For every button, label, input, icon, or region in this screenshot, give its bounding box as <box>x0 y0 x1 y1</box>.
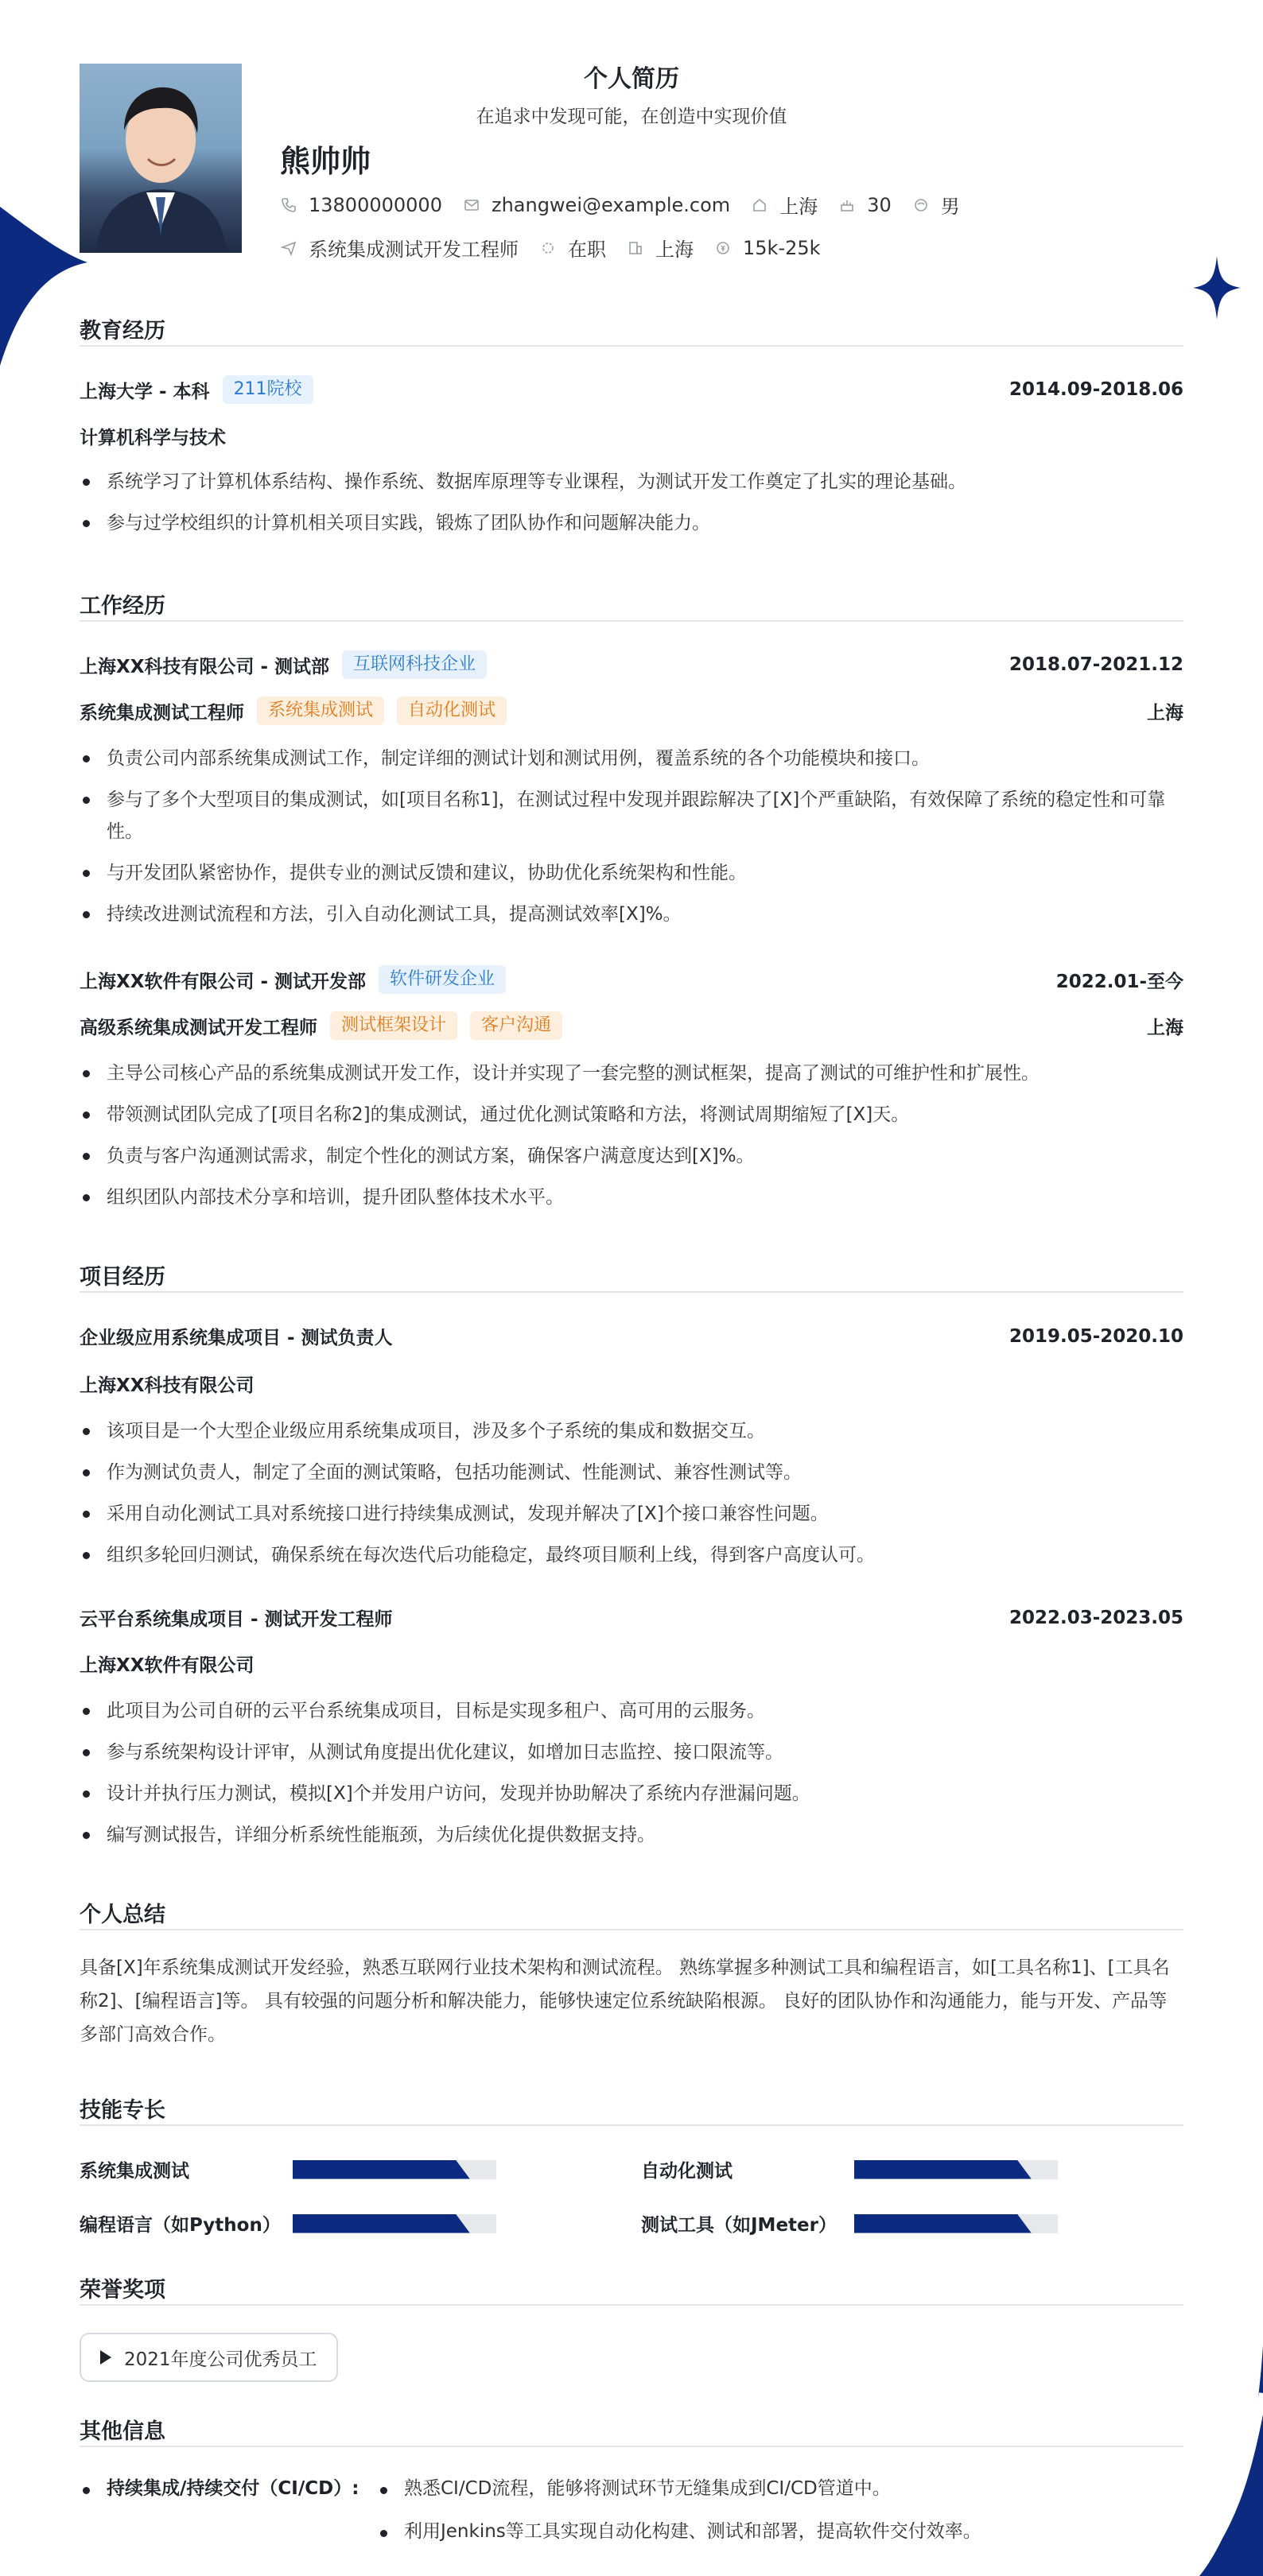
section-divider <box>80 2446 1183 2447</box>
skill-name: 编程语言（如Python） <box>80 2215 281 2236</box>
major: 计算机科学与技术 <box>80 428 226 448</box>
email-address: zhangwei@example.com <box>491 193 731 216</box>
project-name: 企业级应用系统集成项目 - 测试负责人 <box>80 1328 393 1348</box>
home-icon <box>751 196 768 214</box>
list-item: 此项目为公司自研的云平台系统集成项目，目标是实现多租户、高可用的云服务。 <box>80 1695 1183 1727</box>
gender-icon <box>912 196 930 214</box>
list-item: 作为测试负责人，制定了全面的测试策略，包括功能测试、性能测试、兼容性测试等。 <box>80 1457 1183 1488</box>
company-tag: 软件研发企业 <box>379 965 506 994</box>
document-subtitle: 在追求中发现可能，在创造中实现价值 <box>476 107 787 127</box>
project-company-row <box>80 1651 1183 1677</box>
work-date: 2022.01-至今 <box>1055 971 1183 992</box>
document-title: 个人简历 <box>584 65 679 93</box>
bullet-dot <box>380 2530 387 2537</box>
expected-salary: 15k-25k <box>743 236 821 259</box>
project-header <box>80 1604 1183 1631</box>
list-item: 组织多轮回归测试，确保系统在每次迭代后功能稳定，最终项目顺利上线，得到客户高度认可。 <box>80 1539 1183 1571</box>
bullet-dot <box>83 2487 90 2494</box>
play-icon <box>100 2350 111 2365</box>
project-header <box>80 1323 1183 1349</box>
list-item: 参与系统架构设计评审，从测试角度提出优化建议，如增加日志监控、接口限流等。 <box>80 1736 1183 1768</box>
list-item: 带领测试团队完成了[项目名称2]的集成测试，通过优化测试策略和方法，将测试周期缩短了[X]天。 <box>80 1099 1183 1131</box>
phone-number: 13800000000 <box>309 193 442 216</box>
skill-tag: 客户沟通 <box>470 1011 562 1040</box>
education-header <box>80 375 1183 404</box>
sparkle-icon <box>1193 256 1241 320</box>
section-divider <box>80 2124 1183 2126</box>
status-icon <box>539 239 557 257</box>
section-divider <box>80 345 1183 347</box>
other-value: 熟悉CI/CD流程，能够将测试环节无缝集成到CI/CD管道中。 <box>404 2478 891 2499</box>
company-tag: 互联网科技企业 <box>342 650 487 679</box>
project-bullets <box>80 1695 1183 1860</box>
list-item: 该项目是一个大型企业级应用系统集成项目，涉及多个子系统的集成和数据交互。 <box>80 1415 1183 1447</box>
money-icon <box>714 239 732 257</box>
skill-bar <box>854 2214 1058 2233</box>
skill-item <box>80 2156 496 2182</box>
section-divider <box>80 2304 1183 2306</box>
list-item: 负责公司内部系统集成测试工作，制定详细的测试计划和测试用例，覆盖系统的各个功能模块和接口。 <box>80 743 1183 774</box>
school-name: 上海大学 - 本科 <box>80 381 210 402</box>
candidate-name: 熊帅帅 <box>280 144 371 179</box>
section-divider <box>80 620 1183 622</box>
list-item: 主导公司核心产品的系统集成测试开发工作，设计并实现了一套完整的测试框架，提高了测试的可维护性和扩展性。 <box>80 1057 1183 1089</box>
email-icon <box>463 196 480 214</box>
education-date: 2014.09-2018.06 <box>1008 379 1183 400</box>
section-title-education: 教育经历 <box>80 319 165 343</box>
list-item: 负责与客户沟通测试需求，制定个性化的测试方案，确保客户满意度达到[X]%。 <box>80 1140 1183 1172</box>
phone-icon <box>280 196 297 214</box>
company-name: 上海XX软件有限公司 - 测试开发部 <box>80 971 367 992</box>
job-title: 高级系统集成测试开发工程师 <box>80 1017 317 1038</box>
section-divider <box>80 1291 1183 1293</box>
work-location: 上海 <box>1147 1017 1183 1038</box>
gender: 男 <box>940 196 960 218</box>
list-item: 组织团队内部技术分享和培训，提升团队整体技术水平。 <box>80 1181 1183 1213</box>
target-location: 上海 <box>655 239 694 261</box>
section-title-summary: 个人总结 <box>80 1903 165 1927</box>
list-item: 持续改进测试流程和方法，引入自动化测试工具，提高测试效率[X]%。 <box>80 898 1183 930</box>
skill-bar-fill <box>854 2160 1032 2179</box>
section-title-skills: 技能专长 <box>80 2098 165 2123</box>
age: 30 <box>867 193 892 216</box>
list-item: 系统学习了计算机体系结构、操作系统、数据库原理等专业课程，为测试开发工作奠定了扎实的理论基础。 <box>80 466 1183 498</box>
employment-status: 在职 <box>568 239 606 261</box>
skill-name: 系统集成测试 <box>80 2161 189 2182</box>
section-title-work: 工作经历 <box>80 594 165 619</box>
skill-name: 自动化测试 <box>641 2161 733 2182</box>
award-label: 2021年度公司优秀员工 <box>124 2349 317 2370</box>
skill-bar-fill <box>293 2160 470 2179</box>
building-icon <box>627 239 644 257</box>
section-title-awards: 荣誉奖项 <box>80 2278 165 2302</box>
education-bullets <box>80 466 1183 549</box>
list-item: 与开发团队紧密协作，提供专业的测试反馈和建议，协助优化系统架构和性能。 <box>80 857 1183 889</box>
skill-bar-fill <box>854 2214 1032 2233</box>
section-divider <box>80 1929 1183 1930</box>
skill-bar <box>293 2214 496 2233</box>
skill-tag: 系统集成测试 <box>257 696 384 725</box>
skill-item <box>80 2210 496 2237</box>
skill-item <box>641 2210 1058 2237</box>
skill-bar <box>854 2160 1058 2179</box>
list-item: 采用自动化测试工具对系统接口进行持续集成测试，发现并解决了[X]个接口兼容性问题。 <box>80 1498 1183 1530</box>
skill-name: 测试工具（如JMeter） <box>641 2215 837 2236</box>
work-date: 2018.07-2021.12 <box>1008 654 1183 675</box>
work-title-row <box>80 696 1183 725</box>
section-title-projects: 项目经历 <box>80 1265 165 1290</box>
work-location: 上海 <box>1147 702 1183 724</box>
decor-top-left-swoosh <box>0 207 87 366</box>
company-name: 上海XX科技有限公司 - 测试部 <box>80 656 330 677</box>
cake-icon <box>838 196 856 214</box>
work-bullets <box>80 743 1183 940</box>
job-intent-row <box>280 234 841 262</box>
project-company: 上海XX科技有限公司 <box>80 1375 255 1396</box>
job-title: 系统集成测试工程师 <box>80 702 244 724</box>
skill-bar <box>293 2160 496 2179</box>
work-header <box>80 965 1183 994</box>
list-item: 参与过学校组织的计算机相关项目实践，锻炼了团队协作和问题解决能力。 <box>80 507 1183 539</box>
skill-item <box>641 2156 1058 2182</box>
award-item <box>80 2333 338 2382</box>
summary-text: 具备[X]年系统集成测试开发经验，熟悉互联网行业技术架构和测试流程。 熟练掌握多种测试工具和编程语言，如[工具名称1]、[工具名称2]、[编程语言]等。 具有较强的问题分析和解决能力，能够快速定位系统缺陷根源。 良好的团队协作和沟通能力，能与开发、产品等多部门高效合作。 <box>80 1957 1170 2045</box>
project-company: 上海XX软件有限公司 <box>80 1655 255 1676</box>
decor-bottom-right-swoosh <box>1183 2345 1263 2576</box>
bullet-dot <box>380 2487 387 2494</box>
work-bullets <box>80 1057 1183 1223</box>
project-name: 云平台系统集成项目 - 测试开发工程师 <box>80 1609 393 1630</box>
city: 上海 <box>779 196 818 218</box>
list-item: 编写测试报告，详细分析系统性能瓶颈，为后续优化提供数据支持。 <box>80 1819 1183 1851</box>
contact-row <box>280 191 981 219</box>
send-icon <box>280 239 297 257</box>
list-item: 设计并执行压力测试，模拟[X]个并发用户访问，发现并协助解决了系统内存泄漏问题。 <box>80 1778 1183 1810</box>
project-company-row <box>80 1371 1183 1397</box>
skill-tag: 自动化测试 <box>397 696 507 725</box>
project-date: 2022.03-2023.05 <box>1008 1607 1183 1628</box>
school-tag: 211院校 <box>223 375 313 404</box>
list-item: 参与了多个大型项目的集成测试，如[项目名称1]，在测试过程中发现并跟踪解决了[X]个严重缺陷，有效保障了系统的稳定性和可靠性。 <box>80 784 1183 848</box>
other-key: 持续集成/持续交付（CI/CD）: <box>107 2478 359 2499</box>
project-bullets <box>80 1415 1183 1581</box>
target-position: 系统集成测试开发工程师 <box>309 239 519 261</box>
work-header <box>80 650 1183 679</box>
work-title-row <box>80 1011 1183 1040</box>
other-value: 利用Jenkins等工具实现自动化构建、测试和部署，提高软件交付效率。 <box>404 2521 981 2542</box>
skill-bar-fill <box>293 2214 470 2233</box>
section-title-other: 其他信息 <box>80 2419 165 2444</box>
education-major-row <box>80 423 1183 449</box>
skill-tag: 测试框架设计 <box>330 1011 457 1040</box>
project-date: 2019.05-2020.10 <box>1008 1325 1183 1347</box>
